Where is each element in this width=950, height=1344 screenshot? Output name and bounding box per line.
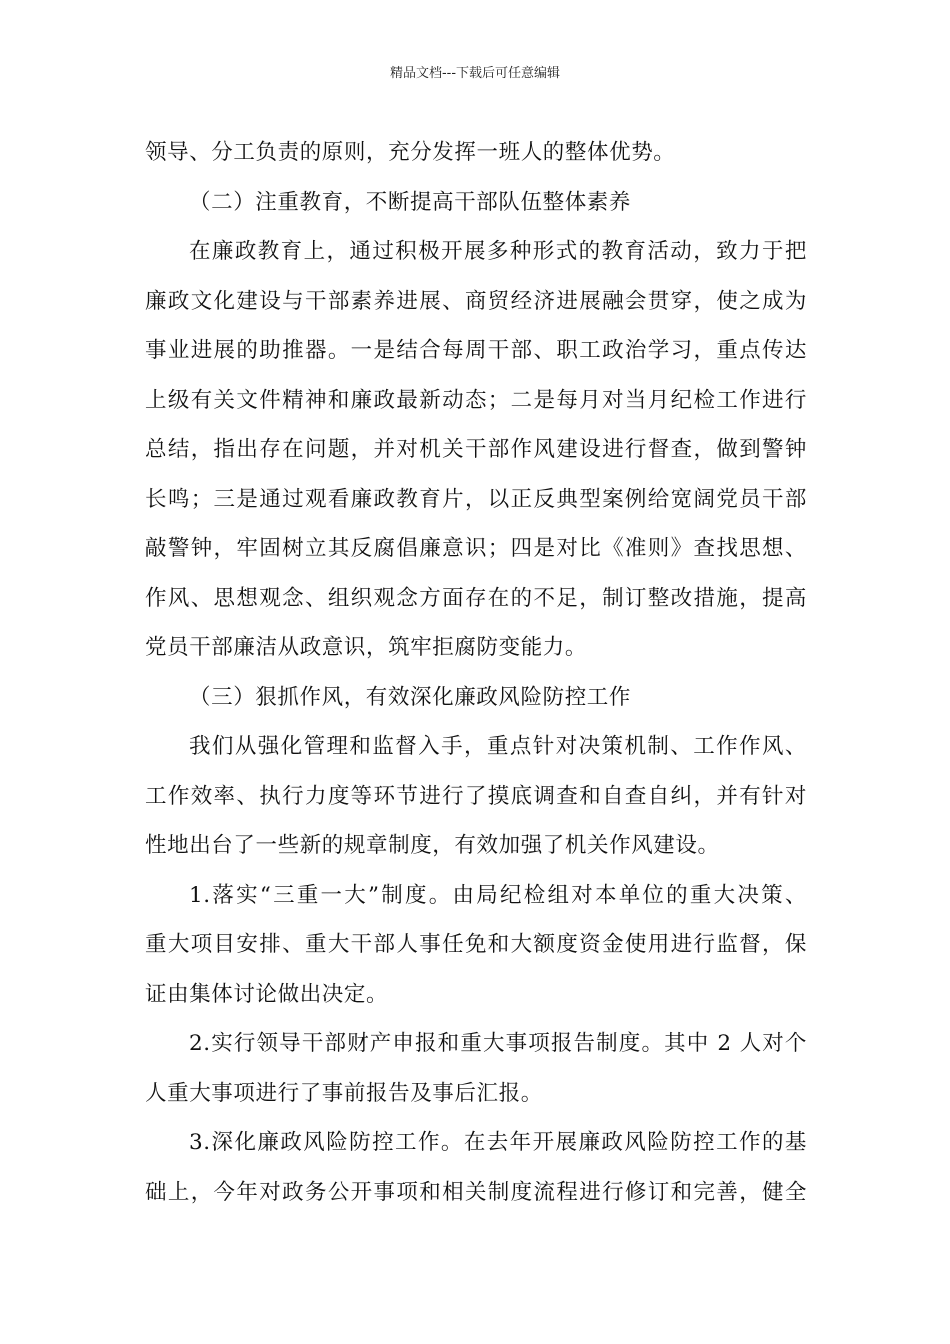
- text-line: 证由集体讨论做出决定。: [145, 981, 389, 1007]
- text-line: 重大项目安排、重大干部人事任免和大额度资金使用进行监督，保: [145, 932, 807, 957]
- text-line: 1.落实“三重一大”制度。由局纪检组对本单位的重大决策、: [189, 882, 807, 908]
- page-header: 精品文档---下载后可任意编辑: [389, 66, 561, 81]
- text-line: 人重大事项进行了事前报告及事后汇报。: [145, 1080, 543, 1106]
- text-line: 我们从强化管理和监督入手，重点针对决策机制、工作作风、: [189, 734, 807, 759]
- text-line: 领导、分工负责的原则，充分发挥一班人的整体优势。: [145, 140, 676, 165]
- text-line: 总结，指出存在问题，并对机关干部作风建设进行督查，做到警钟: [145, 437, 807, 462]
- text-line: 长鸣；三是通过观看廉政教育片，以正反典型案例给宽阔党员干部: [145, 486, 807, 512]
- text-line: 2.实行领导干部财产申报和重大事项报告制度。其中 2 人对个: [189, 1031, 807, 1056]
- text-line: 在廉政教育上，通过积极开展多种形式的教育活动，致力于把: [189, 239, 807, 264]
- text-line: 敲警钟，牢固树立其反腐倡廉意识；四是对比《准则》查找思想、: [145, 536, 807, 561]
- text-line: （二）注重教育，不断提高干部队伍整体素养: [189, 189, 632, 215]
- text-line: 事业进展的助推器。一是结合每周干部、职工政治学习，重点传达: [145, 338, 807, 363]
- text-line: 廉政文化建设与干部素养进展、商贸经济进展融会贯穿，使之成为: [145, 288, 807, 314]
- text-line: 性地出台了一些新的规章制度，有效加强了机关作风建设。: [145, 833, 720, 858]
- text-line: 上级有关文件精神和廉政最新动态；二是每月对当月纪检工作进行: [145, 387, 807, 413]
- text-line: 3.深化廉政风险防控工作。在去年开展廉政风险防控工作的基: [189, 1130, 807, 1155]
- text-line: 党员干部廉洁从政意识，筑牢拒腐防变能力。: [145, 635, 588, 660]
- text-line: 础上，今年对政务公开事项和相关制度流程进行修订和完善，健全: [145, 1179, 807, 1205]
- text-line: 工作效率、执行力度等环节进行了摸底调查和自查自纠，并有针对: [145, 783, 807, 809]
- text-line: （三）狠抓作风，有效深化廉政风险防控工作: [189, 684, 632, 710]
- document-body: [145, 128, 807, 1217]
- text-line: 作风、思想观念、组织观念方面存在的不足，制订整改措施，提高: [145, 585, 807, 611]
